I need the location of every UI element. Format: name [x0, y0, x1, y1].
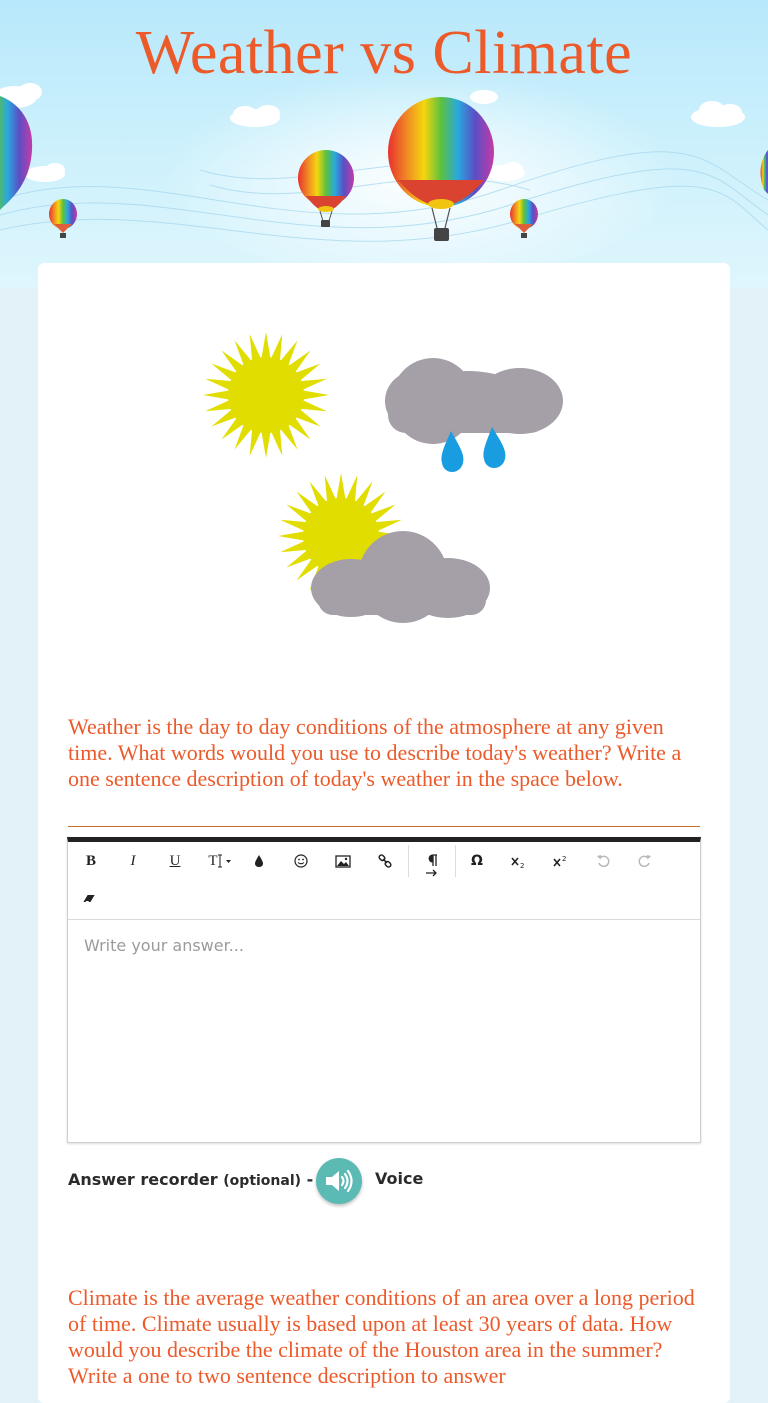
- speaker-icon: [324, 1168, 354, 1194]
- paragraph-direction-button[interactable]: [417, 850, 447, 882]
- text-size-dropdown[interactable]: [202, 847, 238, 875]
- question-2-prompt: Climate is the average weather conditions of an area over a long period of time. Climate usually is based upon at least 30 years of data. How would you describe the climate of the Houston area in the summer? Write a one to two sentence description to answer: [68, 1285, 695, 1388]
- partly-cloudy-icon: [278, 473, 490, 623]
- link-icon: [378, 854, 392, 868]
- svg-text:2: 2: [562, 855, 567, 863]
- superscript-icon: [553, 854, 569, 868]
- undo-button[interactable]: [588, 847, 618, 875]
- pilcrow-arrow-icon: [425, 854, 439, 878]
- answer-recorder-dash: -: [306, 1170, 314, 1189]
- page-title: Weather vs Climate: [135, 19, 633, 87]
- toolbar-separator: [455, 845, 456, 877]
- bold-button[interactable]: B: [85, 852, 96, 869]
- question-1-prompt: Weather is the day to day conditions of the atmosphere at any given time. What words would you use to describe today's weather? Write a one sentence description of today's weather in the space below.: [68, 714, 682, 791]
- subscript-button[interactable]: [504, 847, 534, 875]
- redo-icon: [638, 854, 652, 868]
- redo-button[interactable]: [630, 847, 660, 875]
- answer-recorder-optional: (optional): [223, 1173, 302, 1189]
- emoji-button[interactable]: [286, 847, 316, 875]
- answer-textarea[interactable]: Write your answer...: [84, 936, 244, 955]
- subscript-icon: [511, 854, 527, 868]
- italic-button[interactable]: I: [130, 852, 136, 869]
- image-icon: [335, 855, 351, 868]
- special-character-button[interactable]: Ω: [471, 853, 483, 869]
- text-size-chevron-icon: [218, 854, 232, 868]
- voice-label: Voice: [375, 1169, 424, 1188]
- sun-icon: [203, 332, 329, 458]
- toolbar-separator: [408, 845, 409, 877]
- clear-formatting-button[interactable]: [76, 885, 106, 913]
- weather-illustration: [198, 323, 578, 623]
- voice-record-button[interactable]: [316, 1158, 362, 1204]
- insert-link-button[interactable]: [370, 847, 400, 875]
- droplet-icon: [253, 854, 265, 868]
- underline-button[interactable]: U: [169, 852, 181, 869]
- answer-editor: [67, 837, 701, 1143]
- insert-image-button[interactable]: [328, 847, 358, 875]
- answer-recorder-title: Answer recorder: [68, 1170, 218, 1189]
- editor-toolbar: [68, 842, 700, 920]
- svg-text:2: 2: [520, 862, 525, 868]
- rain-cloud-icon: [385, 358, 563, 472]
- prompt-divider: [68, 826, 700, 827]
- superscript-button[interactable]: [546, 847, 576, 875]
- answer-recorder-label: [68, 1170, 313, 1189]
- worksheet-card: [38, 263, 730, 1403]
- eraser-icon: [83, 893, 99, 905]
- undo-icon: [596, 854, 610, 868]
- text-color-button[interactable]: [244, 847, 274, 875]
- text-size-label: T: [208, 852, 218, 869]
- answer-recorder: [68, 1156, 708, 1206]
- header-banner: [0, 0, 768, 288]
- smiley-icon: [294, 854, 308, 868]
